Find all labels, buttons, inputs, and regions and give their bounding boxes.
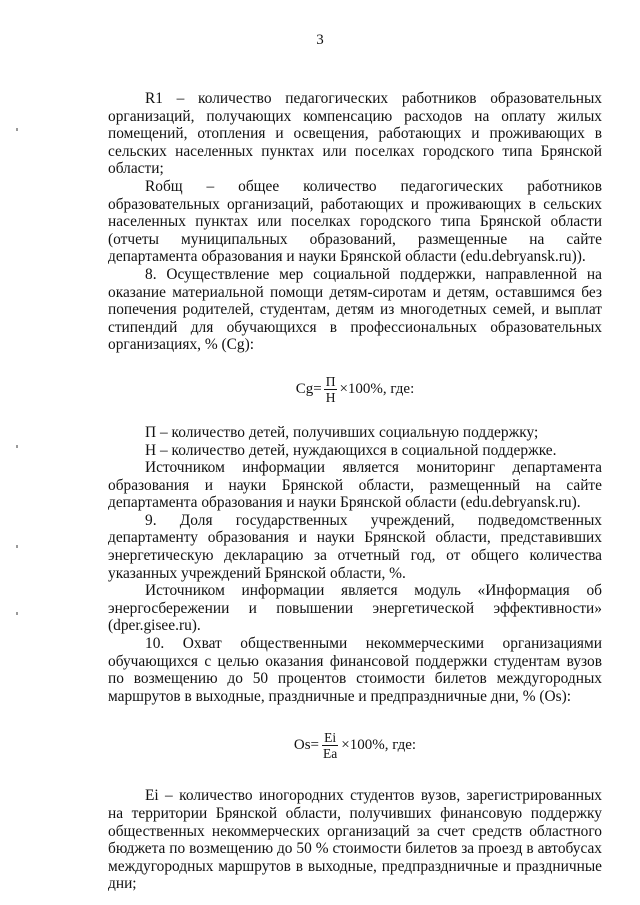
formula-cg-denominator: Н (325, 390, 336, 406)
scan-mark (16, 612, 18, 615)
formula-os-denominator: Ea (323, 745, 338, 761)
paragraph-r1: R1 – количество педагогических работников образовательных организаций, получающих компенсацию расходов на оплату жилых помещений, отопления и освещения, работающих и проживающих в сельских населенных пунктах или поселках городского типа Брянской области; (108, 90, 602, 178)
scan-mark (16, 545, 18, 548)
paragraph-item-8: 8. Осуществление мер социальной поддержки, направленной на оказание материальной помощи детям-сиротам и детям, оставшимся без попечения родителей, студентам, детям из многодетных семей, и выплат стипендий для обучающихся в профессиональных образовательных организациях, % (Cg): (108, 265, 602, 354)
formula-cg-numerator: П (325, 374, 336, 390)
paragraph-source-2: Источником информации является модуль «Информация об энергосбережении и повышении энергетической эффективности» (dper.gisee.ru). (108, 582, 602, 635)
formula-cg-left: Cg= (295, 381, 322, 398)
page-number: 3 (316, 32, 324, 48)
formula-os (108, 723, 602, 767)
scan-mark (16, 445, 18, 448)
formula-cg-fraction (324, 374, 338, 405)
formula-os-fraction (321, 730, 339, 761)
paragraph-p-definition: П – количество детей, получивших социальную поддержку; (145, 423, 539, 441)
paragraph-robsh: Rобщ – общее количество педагогических работников образовательных организаций, работающих и проживающих в сельских населенных пунктах или поселках городского типа Брянской области (отчеты муниципальных образований, размещенные на сайте департамента образования и науки Брянской области (edu.debryansk.ru)). (108, 177, 602, 266)
paragraph-ei-definition: Ei – количество иногородних студентов вузов, зарегистрированных на территории Брянской области, получивших финансовую поддержку общественных некоммерческих организаций за счет средств областного бюджета по возмещению до 50 % стоимости билетов за проезд в автобусах междугородных маршрутов в выходные, предпраздничные и праздничные дни; (108, 787, 602, 893)
scan-mark (16, 128, 18, 131)
formula-cg (108, 368, 602, 412)
paragraph-item-9: 9. Доля государственных учреждений, подведомственных департаменту образования и науки Брянской области, представивших энергетическую декларацию за отчетный год, от общего количества указанных учреждений Брянской области, %. (108, 511, 602, 582)
paragraph-n-definition: Н – количество детей, нуждающихся в социальной поддержке. (145, 441, 557, 459)
formula-os-numerator: Ei (324, 729, 337, 745)
paragraph-source-1: Источником информации является мониторинг департамента образования и науки Брянской области, размещенный на сайте департамента образования и науки Брянской области (edu.debryansk.ru). (108, 459, 602, 512)
paragraph-item-10: 10. Охват общественными некоммерческими организациями обучающихся с целью оказания финансовой поддержки студентам вузов по возмещению до 50 процентов стоимости билетов междугородных маршрутов в выходные, праздничные и предпраздничные дни, % (Os): (108, 635, 602, 705)
document-body (108, 90, 602, 893)
formula-os-right: ×100%, где: (341, 736, 417, 753)
formula-cg-right: ×100%, где: (339, 381, 415, 398)
formula-os-left: Os= (293, 736, 320, 753)
